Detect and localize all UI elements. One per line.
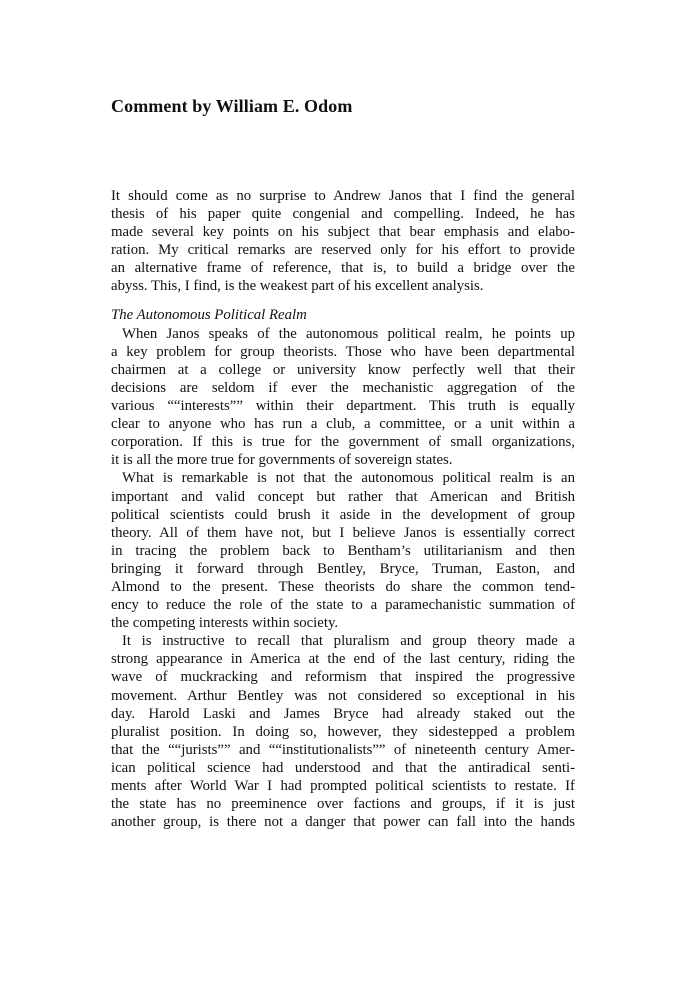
- text-line: ments after World War I had prompted political scientists to restate. If: [111, 778, 575, 794]
- text-line: important and valid concept but rather that American and British: [111, 488, 575, 505]
- text-line: ican political science had understood and that the antiradical senti-: [111, 759, 575, 776]
- section-heading: The Autonomous Political Realm: [111, 306, 307, 323]
- text-line: another group, is there not a danger that power can fall into the hands: [111, 814, 575, 831]
- text-line: in tracing the problem back to Bentham’s utilitarianism and then: [111, 542, 575, 559]
- text-line: political scientists could brush it aside in the development of group: [111, 506, 575, 523]
- text-line: It should come as no surprise to Andrew Janos that I find the general: [111, 188, 575, 204]
- text-line: it is all the more true for governments of sovereign states.: [111, 452, 453, 469]
- text-line: various ““interests”” within their department. This truth is equally: [111, 398, 575, 415]
- text-line: movement. Arthur Bentley was not considered so exceptional in his: [111, 687, 575, 704]
- article-title: Comment by William E. Odom: [111, 96, 353, 116]
- text-line: ency to reduce the role of the state to a paramechanistic summation of: [111, 597, 575, 614]
- text-line: a key problem for group theorists. Those who have been departmental: [111, 343, 575, 360]
- text-line: corporation. If this is true for the government of small organizations,: [111, 434, 575, 451]
- text-line: bringing it forward through Bentley, Bryce, Truman, Easton, and: [111, 560, 575, 577]
- text-line: wave of muckracking and reformism that inspired the progressive: [111, 669, 575, 686]
- article-body: [111, 187, 575, 831]
- text-line: an alternative frame of reference, that is, to build a bridge over the: [111, 260, 575, 277]
- text-line: the state has no preeminence over factions and groups, if it is just: [111, 796, 575, 813]
- intro-paragraph: [111, 187, 575, 296]
- text-line: What is remarkable is not that the autonomous political realm is an: [122, 470, 575, 487]
- text-line: chairmen at a college or university know perfectly well that their: [111, 361, 575, 378]
- paragraph-1: [111, 325, 575, 470]
- text-line: ration. My critical remarks are reserved only for his effort to provide: [111, 242, 575, 259]
- text-line: Almond to the present. These theorists do share the common tend-: [111, 578, 575, 595]
- text-line: day. Harold Laski and James Bryce had already staked out the: [111, 705, 575, 722]
- text-line: It is instructive to recall that pluralism and group theory made a: [122, 633, 575, 650]
- text-line: theory. All of them have not, but I believe Janos is essentially correct: [111, 524, 575, 541]
- paragraph-2: [111, 469, 575, 632]
- text-line: strong appearance in America at the end of the last century, riding the: [111, 651, 575, 668]
- text-line: thesis of his paper quite congenial and compelling. Indeed, he has: [111, 206, 575, 223]
- text-line: abyss. This, I find, is the weakest part of his excellent analysis.: [111, 278, 484, 295]
- text-line: the competing interests within society.: [111, 615, 339, 632]
- text-line: pluralist position. In doing so, however, they sidestepped a problem: [111, 723, 575, 740]
- text-line: made several key points on his subject that bear emphasis and elabo-: [111, 224, 575, 241]
- paragraph-3: [111, 632, 575, 831]
- text-line: that the ““jurists”” and ““institutionalists”” of nineteenth century Amer-: [111, 741, 575, 758]
- text-line: clear to anyone who has run a club, a committee, or a unit within a: [111, 416, 575, 433]
- text-line: When Janos speaks of the autonomous political realm, he points up: [122, 325, 575, 342]
- text-line: decisions are seldom if ever the mechanistic aggregation of the: [111, 379, 575, 396]
